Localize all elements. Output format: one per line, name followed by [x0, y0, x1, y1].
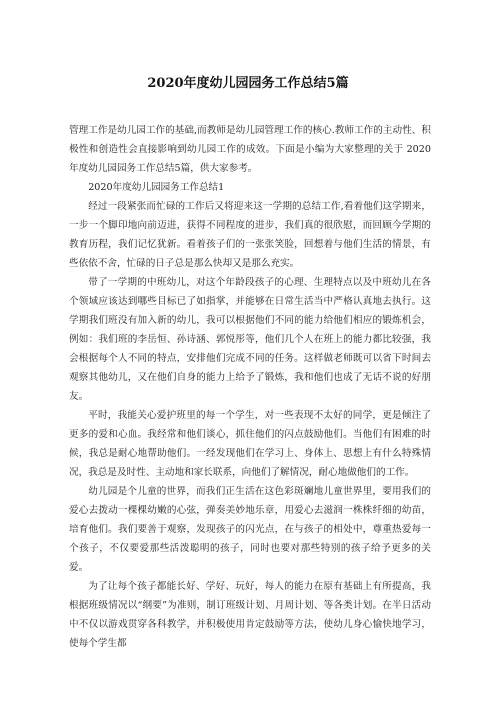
section-heading: 2020年度幼儿园园务工作总结1 — [88, 182, 225, 193]
body-paragraph: 幼儿园是个儿童的世界，而我们正生活在这色彩斑斓地儿童世界里，要用我们的爱心去拨动一棵棵幼嫩的心弦，弹奏美妙地乐章，用爱心去滋润一株株纤细的幼苗，培育他们。我们要善于观察，发现孩子的闪光点，在与孩子的相处中，尊重热爱每一个孩子，不仅要爱那些活泼聪明的孩子，同时也要对那些特别的孩子给予更多的关爱。 — [69, 486, 431, 573]
intro-paragraph: 管理工作是幼儿园工作的基础,而教师是幼儿园管理工作的核心.教师工作的主动性、积极性和创造性会直接影响到幼儿园工作的成效。下面是小编为大家整理的关于 2020 年度幼儿园园务工作总结5篇，供大家参考。 — [69, 125, 431, 174]
body-paragraph: 为了让每个孩子都能长好、学好、玩好，每人的能力在原有基础上有所提高，我根据班级情况以“纲要”为准则，制订班级计划、月周计划、等各类计划。在半日活动中不仅以游戏贯穿各科教学，并积极使用肯定鼓励等方法，使幼儿身心愉快地学习，使每个学生都 — [69, 581, 431, 649]
document-title: 2020年度幼儿园园务工作总结5篇 — [147, 76, 349, 91]
body-paragraph: 经过一段紧张而忙碌的工作后又将迎来这一学期的总结工作,看着他们这学期来，一步一个脚印地向前迈进，获得不同程度的进步，我们真的很欣慰，而回顾今学期的教育历程，我们记忆犹新。看着孩子们的一张张笑脸，回想着与他们生活的情景，有些依依不舍，忙碌的日子总是那么快却又是那么充实。 — [69, 201, 431, 269]
document-body — [69, 121, 431, 653]
body-paragraph: 平时，我能关心爱护班里的每一个学生，对一些表现不太好的同学，更是倾注了更多的爱和心血。我经常和他们谈心，抓住他们的闪点鼓励他们。当他们有困难的时候，我总是耐心地帮助他们。一经发现他们在学习上、身体上、思想上有什么特殊情况，我总是及时性、主动地和家长联系，向他们了解情况，耐心地做他们的工作。 — [69, 410, 431, 478]
body-paragraph: 带了一学期的中班幼儿，对这个年龄段孩子的心理、生理特点以及中班幼儿在各个领域应该达到哪些目标已了如指掌，并能够在日常生活当中严格认真地去执行。这学期我们班没有加入新的幼儿，我可以根据他们不同的能力给他们相应的锻炼机会，例如：我们班的李岳恒、孙诗涵、郭悦彤等，他们几个人在班上的能力都比较强，我会根据每个人不同的特点，安排他们完成不同的任务。这样做老师既可以省下时间去观察其他幼儿，又在他们自身的能力上给予了锻炼，我和他们也成了无话不说的好朋友。 — [69, 277, 431, 402]
